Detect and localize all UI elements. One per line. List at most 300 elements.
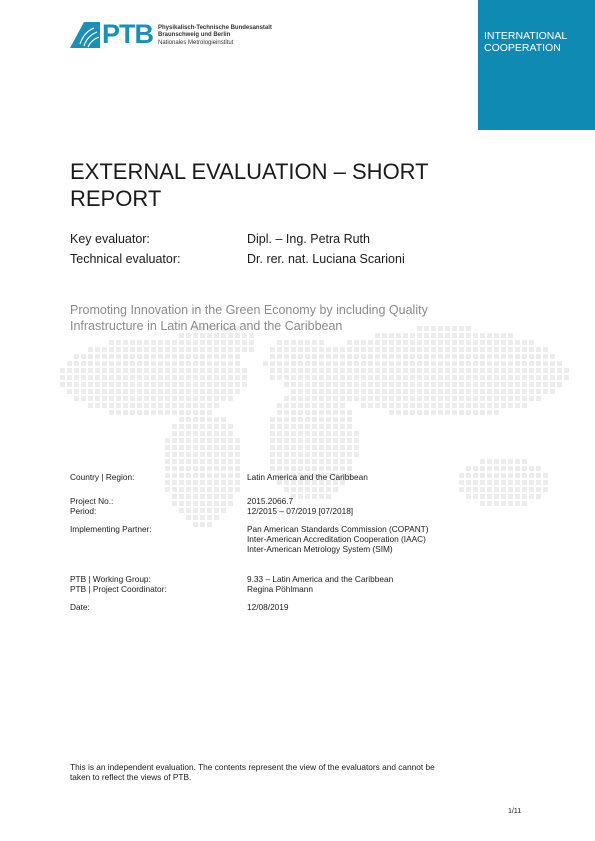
map-dot: [130, 382, 135, 387]
evaluator-label: Technical evaluator:: [70, 252, 181, 266]
map-dot: [494, 459, 499, 464]
map-dot: [193, 361, 198, 366]
map-dot: [319, 452, 324, 457]
map-dot: [473, 347, 478, 352]
map-dot: [214, 382, 219, 387]
map-dot: [172, 445, 177, 450]
map-dot: [340, 389, 345, 394]
map-dot: [277, 445, 282, 450]
map-dot: [438, 347, 443, 352]
map-dot: [88, 403, 93, 408]
map-dot: [151, 354, 156, 359]
map-dot: [214, 368, 219, 373]
map-dot: [515, 354, 520, 359]
map-dot: [298, 445, 303, 450]
map-dot: [508, 459, 513, 464]
map-dot: [508, 361, 513, 366]
map-dot: [445, 410, 450, 415]
map-dot: [228, 445, 233, 450]
map-dot: [424, 340, 429, 345]
map-dot: [403, 382, 408, 387]
map-dot: [361, 368, 366, 373]
map-dot: [109, 361, 114, 366]
map-dot: [368, 382, 373, 387]
map-dot: [305, 417, 310, 422]
map-dot: [186, 361, 191, 366]
map-dot: [165, 361, 170, 366]
map-dot: [88, 354, 93, 359]
map-dot: [88, 396, 93, 401]
map-dot: [109, 410, 114, 415]
map-dot: [137, 396, 142, 401]
map-dot: [529, 480, 534, 485]
map-dot: [200, 340, 205, 345]
map-dot: [193, 382, 198, 387]
map-dot: [123, 354, 128, 359]
map-dot: [242, 382, 247, 387]
map-dot: [333, 466, 338, 471]
map-dot: [375, 403, 380, 408]
logo-text: [158, 25, 272, 47]
map-dot: [130, 396, 135, 401]
map-dot: [403, 389, 408, 394]
map-dot: [424, 354, 429, 359]
map-dot: [193, 452, 198, 457]
map-dot: [207, 347, 212, 352]
map-dot: [158, 340, 163, 345]
map-dot: [95, 375, 100, 380]
map-dot: [424, 382, 429, 387]
map-dot: [340, 396, 345, 401]
map-dot: [179, 438, 184, 443]
map-dot: [347, 445, 352, 450]
map-dot: [305, 424, 310, 429]
map-dot: [396, 382, 401, 387]
map-dot: [389, 340, 394, 345]
map-dot: [81, 354, 86, 359]
map-dot: [326, 382, 331, 387]
map-dot: [452, 403, 457, 408]
map-dot: [200, 347, 205, 352]
map-dot: [305, 396, 310, 401]
map-dot: [193, 368, 198, 373]
map-dot: [186, 459, 191, 464]
map-dot: [284, 424, 289, 429]
map-dot: [67, 375, 72, 380]
map-dot: [221, 445, 226, 450]
map-dot: [347, 424, 352, 429]
map-dot: [214, 431, 219, 436]
map-dot: [515, 361, 520, 366]
map-dot: [487, 382, 492, 387]
map-dot: [452, 361, 457, 366]
map-dot: [312, 340, 317, 345]
map-dot: [417, 354, 422, 359]
map-dot: [102, 403, 107, 408]
map-dot: [396, 396, 401, 401]
map-dot: [200, 410, 205, 415]
map-dot: [543, 473, 548, 478]
map-dot: [95, 382, 100, 387]
map-dot: [179, 445, 184, 450]
map-dot: [165, 438, 170, 443]
map-dot: [459, 410, 464, 415]
map-dot: [431, 382, 436, 387]
map-dot: [214, 466, 219, 471]
map-dot: [81, 361, 86, 366]
map-dot: [186, 445, 191, 450]
map-dot: [410, 368, 415, 373]
map-dot: [200, 389, 205, 394]
map-dot: [522, 361, 527, 366]
map-dot: [221, 431, 226, 436]
map-dot: [305, 368, 310, 373]
map-dot: [179, 424, 184, 429]
map-dot: [536, 389, 541, 394]
map-dot: [375, 375, 380, 380]
map-dot: [284, 382, 289, 387]
map-dot: [522, 347, 527, 352]
map-dot: [543, 480, 548, 485]
map-dot: [186, 396, 191, 401]
map-dot: [123, 368, 128, 373]
map-dot: [305, 361, 310, 366]
detail-value: Latin America and the Caribbean: [247, 472, 368, 482]
map-dot: [480, 361, 485, 366]
map-dot: [326, 424, 331, 429]
map-dot: [396, 410, 401, 415]
map-dot: [193, 431, 198, 436]
map-dot: [382, 389, 387, 394]
detail-label: Project No.:: [70, 496, 114, 506]
map-dot: [396, 347, 401, 352]
map-dot: [172, 466, 177, 471]
map-dot: [529, 466, 534, 471]
partner-item: Pan American Standards Commission (COPANT): [247, 524, 429, 534]
map-dot: [452, 382, 457, 387]
map-dot: [221, 368, 226, 373]
map-dot: [221, 424, 226, 429]
map-dot: [396, 389, 401, 394]
map-dot: [452, 368, 457, 373]
map-dot: [200, 396, 205, 401]
map-dot: [102, 389, 107, 394]
map-dot: [501, 368, 506, 373]
map-dot: [221, 361, 226, 366]
map-dot: [312, 410, 317, 415]
map-dot: [508, 396, 513, 401]
map-dot: [123, 389, 128, 394]
map-dot: [116, 396, 121, 401]
map-dot: [536, 396, 541, 401]
map-dot: [172, 452, 177, 457]
map-dot: [494, 382, 499, 387]
map-dot: [459, 403, 464, 408]
map-dot: [144, 403, 149, 408]
map-dot: [193, 347, 198, 352]
map-dot: [543, 487, 548, 492]
map-dot: [305, 438, 310, 443]
map-dot: [116, 340, 121, 345]
map-dot: [347, 410, 352, 415]
map-dot: [207, 459, 212, 464]
map-dot: [298, 375, 303, 380]
map-dot: [60, 382, 65, 387]
map-dot: [123, 361, 128, 366]
map-dot: [319, 403, 324, 408]
map-dot: [172, 459, 177, 464]
map-dot: [186, 424, 191, 429]
logo-line-1: Physikalisch-Technische Bundesanstalt: [158, 25, 272, 31]
map-dot: [515, 340, 520, 345]
map-dot: [305, 431, 310, 436]
map-dot: [326, 417, 331, 422]
map-dot: [480, 389, 485, 394]
map-dot: [137, 347, 142, 352]
map-dot: [529, 473, 534, 478]
map-dot: [382, 347, 387, 352]
map-dot: [494, 389, 499, 394]
map-dot: [312, 396, 317, 401]
map-dot: [214, 375, 219, 380]
map-dot: [431, 340, 436, 345]
map-dot: [354, 368, 359, 373]
map-dot: [165, 452, 170, 457]
map-dot: [158, 382, 163, 387]
map-dot: [459, 354, 464, 359]
map-dot: [466, 396, 471, 401]
map-dot: [319, 438, 324, 443]
disclaimer-line-1: This is an independent evaluation. The contents represent the view of the evaluators and cannot be: [70, 762, 435, 772]
detail-label: Date:: [70, 602, 90, 612]
map-dot: [172, 368, 177, 373]
map-dot: [137, 354, 142, 359]
map-dot: [543, 347, 548, 352]
map-dot: [529, 340, 534, 345]
map-dot: [137, 382, 142, 387]
detail-value-list: [247, 524, 527, 554]
map-dot: [543, 361, 548, 366]
map-dot: [487, 466, 492, 471]
map-dot: [102, 347, 107, 352]
map-dot: [137, 361, 142, 366]
map-dot: [137, 403, 142, 408]
map-dot: [305, 382, 310, 387]
map-dot: [396, 375, 401, 380]
map-dot: [494, 410, 499, 415]
map-dot: [326, 459, 331, 464]
map-dot: [277, 417, 282, 422]
map-dot: [214, 452, 219, 457]
map-dot: [396, 403, 401, 408]
map-dot: [550, 375, 555, 380]
map-dot: [193, 354, 198, 359]
map-dot: [347, 361, 352, 366]
map-dot: [200, 459, 205, 464]
map-dot: [109, 368, 114, 373]
map-dot: [487, 354, 492, 359]
map-dot: [284, 368, 289, 373]
map-dot: [515, 375, 520, 380]
map-dot: [375, 389, 380, 394]
map-dot: [389, 368, 394, 373]
map-dot: [249, 347, 254, 352]
map-dot: [326, 375, 331, 380]
map-dot: [165, 445, 170, 450]
map-dot: [144, 368, 149, 373]
map-dot: [130, 340, 135, 345]
map-dot: [424, 403, 429, 408]
subtitle-line-2: Infrastructure in Latin America and the Caribbean: [70, 319, 343, 333]
map-dot: [221, 438, 226, 443]
map-dot: [333, 445, 338, 450]
map-dot: [305, 466, 310, 471]
corner-line-1: INTERNATIONAL: [484, 30, 568, 42]
map-dot: [466, 410, 471, 415]
map-dot: [375, 347, 380, 352]
map-dot: [361, 340, 366, 345]
map-dot: [284, 438, 289, 443]
map-dot: [368, 396, 373, 401]
map-dot: [172, 340, 177, 345]
map-dot: [270, 431, 275, 436]
map-dot: [508, 347, 513, 352]
map-dot: [319, 466, 324, 471]
map-dot: [284, 403, 289, 408]
map-dot: [242, 347, 247, 352]
map-dot: [319, 431, 324, 436]
map-dot: [179, 340, 184, 345]
map-dot: [529, 396, 534, 401]
map-dot: [130, 403, 135, 408]
map-dot: [151, 340, 156, 345]
map-dot: [319, 396, 324, 401]
map-dot: [88, 368, 93, 373]
map-dot: [235, 438, 240, 443]
map-dot: [536, 368, 541, 373]
map-dot: [466, 375, 471, 380]
map-dot: [74, 354, 79, 359]
map-dot: [340, 368, 345, 373]
map-dot: [298, 389, 303, 394]
map-dot: [277, 403, 282, 408]
map-dot: [284, 431, 289, 436]
map-dot: [207, 361, 212, 366]
map-dot: [284, 459, 289, 464]
map-dot: [347, 431, 352, 436]
map-dot: [361, 354, 366, 359]
map-dot: [347, 438, 352, 443]
map-dot: [298, 459, 303, 464]
map-dot: [403, 375, 408, 380]
map-dot: [354, 347, 359, 352]
map-dot: [508, 382, 513, 387]
map-dot: [291, 368, 296, 373]
map-dot: [137, 410, 142, 415]
map-dot: [326, 438, 331, 443]
map-dot: [172, 382, 177, 387]
map-dot: [417, 389, 422, 394]
map-dot: [494, 354, 499, 359]
map-dot: [354, 361, 359, 366]
map-dot: [333, 368, 338, 373]
map-dot: [529, 354, 534, 359]
map-dot: [291, 389, 296, 394]
map-dot: [431, 368, 436, 373]
map-dot: [550, 389, 555, 394]
map-dot: [186, 466, 191, 471]
map-dot: [522, 354, 527, 359]
map-dot: [431, 396, 436, 401]
map-dot: [459, 382, 464, 387]
map-dot: [564, 375, 569, 380]
map-dot: [179, 417, 184, 422]
partner-item: Inter-American Metrology System (SIM): [247, 544, 393, 554]
map-dot: [326, 466, 331, 471]
map-dot: [319, 368, 324, 373]
map-dot: [137, 368, 142, 373]
map-dot: [452, 410, 457, 415]
map-dot: [431, 354, 436, 359]
detail-row-project-no: [70, 496, 527, 506]
map-dot: [95, 354, 100, 359]
map-dot: [312, 347, 317, 352]
map-dot: [473, 396, 478, 401]
detail-value: 9.33 – Latin America and the Caribbean: [247, 574, 394, 584]
map-dot: [207, 445, 212, 450]
map-dot: [305, 459, 310, 464]
map-dot: [158, 396, 163, 401]
map-dot: [480, 354, 485, 359]
map-dot: [501, 382, 506, 387]
map-dot: [319, 382, 324, 387]
map-dot: [326, 452, 331, 457]
map-dot: [172, 389, 177, 394]
map-dot: [494, 361, 499, 366]
map-dot: [410, 340, 415, 345]
map-dot: [347, 389, 352, 394]
map-dot: [74, 375, 79, 380]
map-dot: [172, 410, 177, 415]
map-dot: [431, 361, 436, 366]
map-dot: [501, 403, 506, 408]
map-dot: [284, 445, 289, 450]
map-dot: [207, 431, 212, 436]
map-dot: [235, 445, 240, 450]
map-dot: [312, 417, 317, 422]
map-dot: [172, 347, 177, 352]
map-dot: [438, 375, 443, 380]
map-dot: [403, 396, 408, 401]
map-dot: [291, 375, 296, 380]
map-dot: [417, 361, 422, 366]
map-dot: [277, 361, 282, 366]
map-dot: [144, 347, 149, 352]
map-dot: [228, 340, 233, 345]
map-dot: [298, 417, 303, 422]
map-dot: [368, 354, 373, 359]
map-dot: [277, 424, 282, 429]
map-dot: [333, 459, 338, 464]
map-dot: [102, 354, 107, 359]
map-dot: [137, 340, 142, 345]
map-dot: [382, 361, 387, 366]
map-dot: [221, 340, 226, 345]
map-dot: [438, 382, 443, 387]
map-dot: [298, 340, 303, 345]
map-dot: [319, 410, 324, 415]
map-dot: [221, 466, 226, 471]
